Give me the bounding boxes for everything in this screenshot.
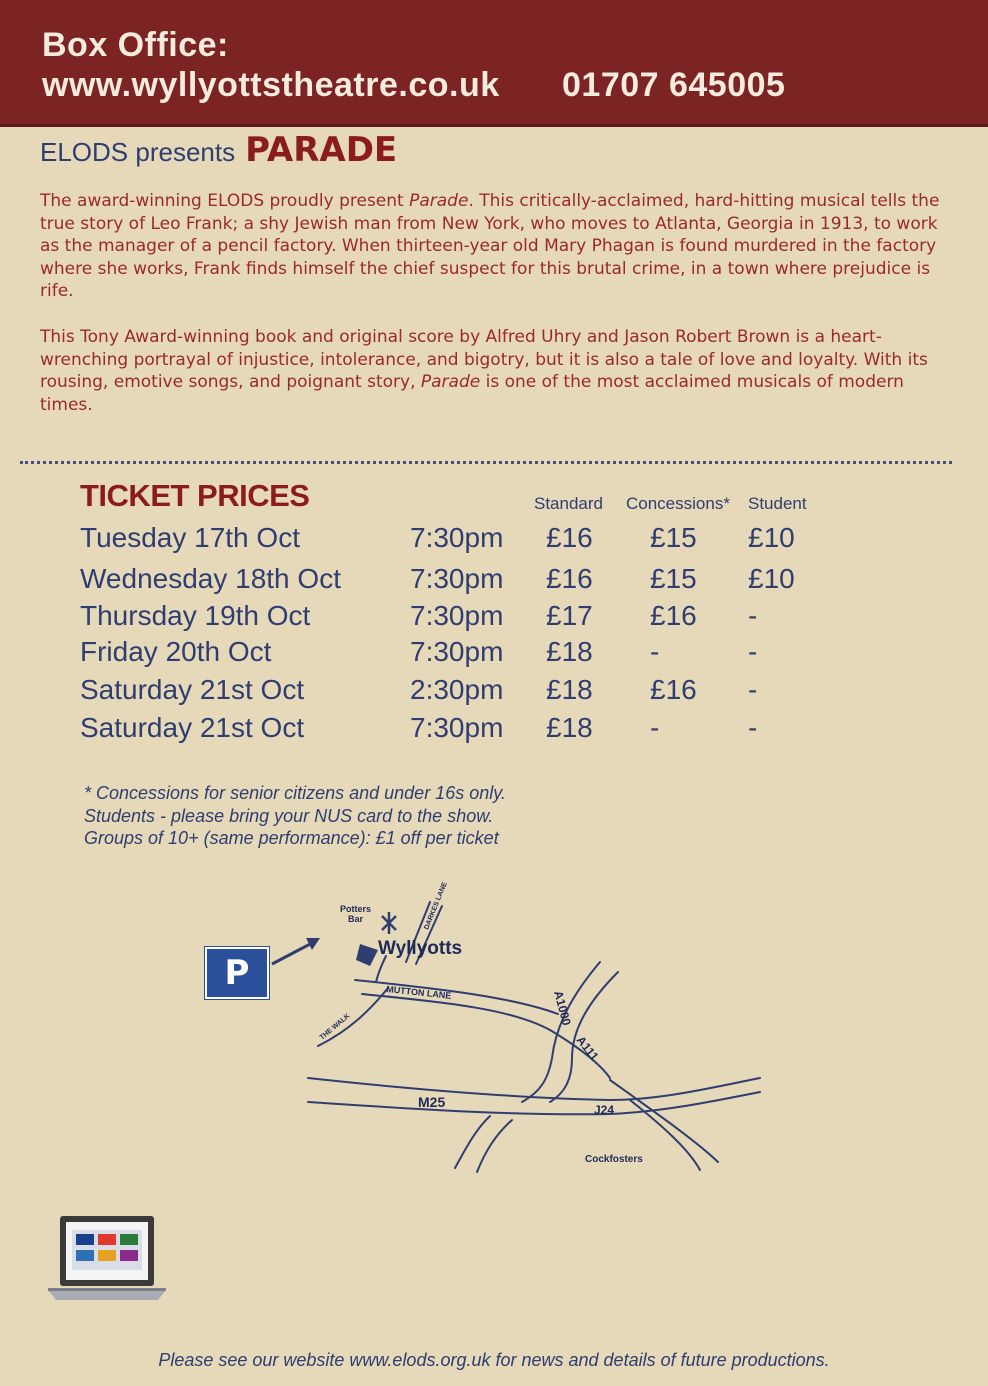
- price-concessions: £16: [650, 600, 697, 631]
- road-connector: [376, 956, 386, 982]
- price-concessions: £15: [650, 563, 697, 594]
- station-icon: [382, 912, 396, 934]
- show-title: PARADE: [245, 130, 398, 170]
- ticket-row: [0, 563, 988, 603]
- desc2-show-name: Parade: [420, 372, 481, 392]
- map-label-j24: J24: [594, 1103, 615, 1117]
- box-office-header: [0, 0, 988, 127]
- price-concessions: -: [650, 712, 660, 743]
- price-standard: £17: [546, 600, 593, 631]
- performance-time: 7:30pm: [410, 712, 504, 743]
- road-the-walk: [318, 988, 388, 1046]
- ticket-row: [0, 600, 988, 640]
- map-label-venue: Wyllyotts: [378, 938, 463, 959]
- road-m25-top: [308, 1078, 760, 1100]
- dotted-divider: [20, 461, 952, 464]
- note-groups: Groups of 10+ (same performance): £1 off per ticket: [84, 828, 499, 848]
- description-paragraph-1: [40, 190, 940, 303]
- road-a1000-left: [522, 962, 600, 1102]
- performance-day: Saturday 21st Oct: [80, 712, 305, 743]
- price-standard: £16: [546, 563, 593, 594]
- price-student: £10: [748, 522, 795, 553]
- performance-day: Wednesday 18th Oct: [80, 563, 341, 594]
- column-header-concessions: Concessions*: [626, 494, 730, 513]
- description-paragraph-2: [40, 326, 940, 416]
- ticket-row: [0, 712, 988, 752]
- map-drawing: [190, 880, 790, 1190]
- price-concessions: £16: [650, 674, 697, 705]
- price-student: -: [748, 712, 758, 743]
- map-label-cockfosters: Cockfosters: [585, 1154, 643, 1165]
- map-label-a1000: A1000: [551, 989, 574, 1027]
- performance-time: 2:30pm: [410, 674, 504, 705]
- ticket-prices-title: TICKET PRICES: [80, 478, 310, 513]
- map-label-a111: A111: [573, 1033, 602, 1064]
- venue-marker-icon: [356, 944, 378, 966]
- parking-sign-letter: P: [224, 953, 250, 993]
- price-student: -: [748, 600, 758, 631]
- desc2-text-b: is one of the most acclaimed musicals of modern times.: [40, 372, 904, 415]
- performance-day: Saturday 21st Oct: [80, 674, 305, 705]
- map-label-m25: M25: [418, 1094, 446, 1110]
- price-concessions: £15: [650, 522, 697, 553]
- map-label-potters: Potters: [340, 904, 372, 914]
- ticket-row: [0, 522, 988, 562]
- desc1-show-name: Parade: [409, 191, 469, 211]
- road-spur-right: [477, 1120, 512, 1172]
- price-standard: £18: [546, 712, 593, 743]
- desc1-text-b: . This critically-acclaimed, hard-hitting musical tells the true story of Leo Frank; a shy Jewish man from New York, who moves to Atlanta, Georgia in 1913, to work as the manager of a pencil factory. When thirteen-year old Mary Phagan is found murdered in the factory where she works, Frank finds himself the chief suspect for this brutal crime, in a town where prejudice is rife.: [40, 191, 940, 301]
- performance-time: 7:30pm: [410, 636, 504, 667]
- price-standard: £16: [546, 522, 593, 553]
- road-m25-bottom: [308, 1092, 760, 1114]
- map-label-bar: Bar: [348, 914, 364, 924]
- performance-time: 7:30pm: [410, 563, 504, 594]
- performance-day: Friday 20th Oct: [80, 636, 272, 667]
- price-student: -: [748, 674, 758, 705]
- parking-arrow-icon: [272, 938, 320, 964]
- parking-sign-icon: [205, 947, 269, 999]
- price-standard: £18: [546, 636, 593, 667]
- ticket-notes: [84, 782, 506, 850]
- note-students: Students - please bring your NUS card to the show.: [84, 805, 494, 826]
- ticket-row: [0, 636, 988, 676]
- location-map: [190, 880, 790, 1190]
- road-spur-left: [455, 1116, 490, 1168]
- map-label-the-walk: THE WALK: [318, 1012, 352, 1042]
- price-student: -: [748, 636, 758, 667]
- note-concessions: * Concessions for senior citizens and under 16s only.: [84, 783, 506, 803]
- laptop-card-payment-icon: [46, 1212, 168, 1304]
- desc2-text-a: This Tony Award-winning book and original score by Alfred Uhry and Jason Robert Brown is a heart-wrenching portrayal of injustice, intolerance, and bigotry, but it is also a tale of love and loyalty. With its rousing, emotive songs, and poignant story,: [40, 327, 928, 392]
- footer-website-note: Please see our website www.elods.org.uk for news and details of future productions.: [158, 1350, 830, 1370]
- performance-day: Tuesday 17th Oct: [80, 522, 300, 553]
- box-office-title: Box Office:: [42, 26, 229, 64]
- road-cockfosters-top: [610, 1080, 718, 1162]
- price-standard: £18: [546, 674, 593, 705]
- price-student: £10: [748, 563, 795, 594]
- column-header-student: Student: [748, 494, 807, 513]
- ticket-row: [0, 674, 988, 714]
- map-label-mutton-lane: MUTTON LANE: [385, 984, 452, 1001]
- performance-day: Thursday 19th Oct: [80, 600, 311, 631]
- performance-time: 7:30pm: [410, 600, 504, 631]
- desc1-text-a: The award-winning ELODS proudly present: [40, 191, 410, 211]
- presents-prefix: ELODS presents: [40, 137, 236, 167]
- show-heading: [40, 130, 397, 170]
- box-office-phone: 01707 645005: [562, 66, 786, 104]
- map-label-darkes-lane: DARKES LANE: [423, 881, 449, 931]
- box-office-website[interactable]: www.wyllyottstheatre.co.uk: [42, 66, 500, 104]
- road-mutton-lane-bottom: [362, 994, 550, 1030]
- performance-time: 7:30pm: [410, 522, 504, 553]
- column-header-standard: Standard: [534, 494, 603, 513]
- price-concessions: -: [650, 636, 660, 667]
